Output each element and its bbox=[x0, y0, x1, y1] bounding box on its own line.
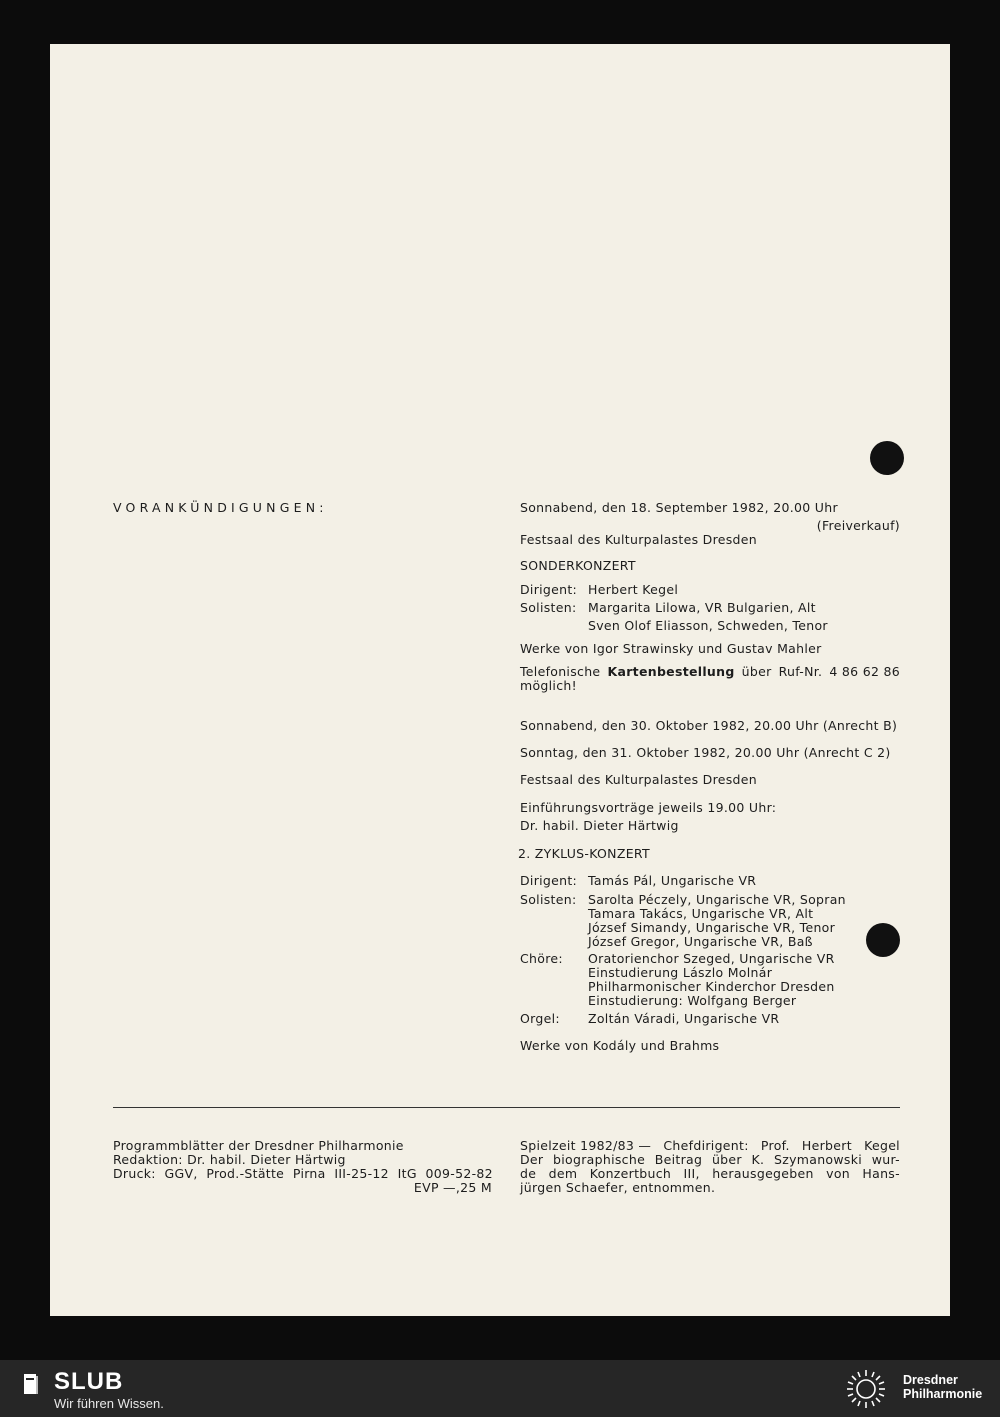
concert2-choir: Oratorienchor Szeged, Ungarische VR bbox=[588, 951, 835, 966]
concert2-soloist: József Gregor, Ungarische VR, Baß bbox=[588, 934, 813, 949]
concert2-title: 2. ZYKLUS-KONZERT bbox=[518, 846, 650, 861]
concert2-works: Werke von Kodály und Brahms bbox=[520, 1038, 720, 1053]
imprint-word: von bbox=[826, 1166, 851, 1181]
imprint-word: Pirna bbox=[292, 1166, 326, 1181]
imprint-word: herausgegeben bbox=[712, 1166, 814, 1181]
imprint-word: Konzertbuch bbox=[589, 1166, 672, 1181]
imprint-word: biographische bbox=[553, 1152, 646, 1167]
imprint-word: über bbox=[711, 1152, 742, 1167]
concert1-phone-line-2: möglich! bbox=[520, 678, 577, 693]
concert2-date-1: Sonnabend, den 30. Oktober 1982, 20.00 Uhr (Anrecht B) bbox=[520, 718, 898, 733]
footer-bar bbox=[0, 1360, 1000, 1417]
philharmonie-name-line-2: Philharmonie bbox=[903, 1387, 983, 1401]
concert1-conductor-label: Dirigent: bbox=[520, 582, 578, 597]
concert2-organ: Zoltán Váradi, Ungarische VR bbox=[588, 1011, 780, 1026]
imprint-word: Spielzeit 1982/83 — bbox=[520, 1138, 652, 1153]
book-icon bbox=[22, 1372, 40, 1396]
concert1-venue: Festsaal des Kulturpalastes Dresden bbox=[520, 532, 757, 547]
concert2-choir: Einstudierung: Wolfgang Berger bbox=[588, 993, 797, 1008]
imprint-right-line-4: jürgen Schaefer, entnommen. bbox=[520, 1180, 716, 1195]
concert2-choir: Einstudierung Lászlo Molnár bbox=[588, 965, 773, 980]
concert2-choirs-label: Chöre: bbox=[520, 951, 563, 966]
imprint-word: Beitrag bbox=[654, 1152, 703, 1167]
concert2-intro-1: Einführungsvorträge jeweils 19.00 Uhr: bbox=[520, 800, 777, 815]
concert2-soloist: Sarolta Péczely, Ungarische VR, Sopran bbox=[588, 892, 846, 907]
philharmonie-logo-icon[interactable] bbox=[842, 1368, 890, 1410]
phone-word: Telefonische bbox=[520, 664, 601, 679]
imprint-word: ItG bbox=[397, 1166, 417, 1181]
concert1-sale-type: (Freiverkauf) bbox=[816, 518, 900, 533]
imprint-word: Druck: bbox=[113, 1166, 156, 1181]
imprint-word: Der bbox=[520, 1152, 544, 1167]
imprint-right-line-1 bbox=[520, 1138, 900, 1153]
program-page bbox=[50, 44, 950, 1316]
imprint-word: Herbert bbox=[801, 1138, 852, 1153]
announcements-heading: VORANKÜNDIGUNGEN: bbox=[113, 500, 328, 515]
imprint-word: GGV, bbox=[164, 1166, 198, 1181]
concert2-intro-2: Dr. habil. Dieter Härtwig bbox=[520, 818, 679, 833]
concert2-choir: Philharmonischer Kinderchor Dresden bbox=[588, 979, 835, 994]
imprint-right-line-2 bbox=[520, 1152, 900, 1167]
punch-hole-top bbox=[870, 441, 904, 475]
phone-number: 4 86 62 86 bbox=[829, 664, 900, 679]
imprint-left-line-3 bbox=[113, 1166, 493, 1181]
footer-divider bbox=[113, 1107, 900, 1108]
slub-logo-text[interactable]: SLUB bbox=[54, 1368, 124, 1395]
imprint-word: Hans- bbox=[862, 1166, 900, 1181]
concert2-date-2: Sonntag, den 31. Oktober 1982, 20.00 Uhr (Anrecht C 2) bbox=[520, 745, 891, 760]
concert2-soloist: Tamara Takács, Ungarische VR, Alt bbox=[588, 906, 814, 921]
concert1-soloist-2: Sven Olof Eliasson, Schweden, Tenor bbox=[588, 618, 828, 633]
imprint-word: Prod.-Stätte bbox=[206, 1166, 285, 1181]
concert2-conductor: Tamás Pál, Ungarische VR bbox=[588, 873, 757, 888]
imprint-word: dem bbox=[548, 1166, 578, 1181]
concert1-works: Werke von Igor Strawinsky und Gustav Mahler bbox=[520, 641, 822, 656]
imprint-word: wur- bbox=[871, 1152, 900, 1167]
punch-hole-bottom bbox=[866, 923, 900, 957]
imprint-word: Kegel bbox=[864, 1138, 900, 1153]
imprint-word: III, bbox=[683, 1166, 700, 1181]
imprint-price: EVP —,25 M bbox=[413, 1180, 492, 1195]
slub-tagline: Wir führen Wissen. bbox=[54, 1396, 164, 1411]
phone-word: über bbox=[741, 664, 772, 679]
imprint-left-line-2: Redaktion: Dr. habil. Dieter Härtwig bbox=[113, 1152, 346, 1167]
imprint-left-line-1: Programmblätter der Dresdner Philharmonie bbox=[113, 1138, 404, 1153]
concert1-soloist-1: Margarita Lilowa, VR Bulgarien, Alt bbox=[588, 600, 816, 615]
concert2-conductor-label: Dirigent: bbox=[520, 873, 578, 888]
imprint-word: de bbox=[520, 1166, 537, 1181]
ticket-order-word: Kartenbestellung bbox=[607, 664, 735, 679]
concert1-phone-line bbox=[520, 664, 900, 679]
concert2-soloist: József Simandy, Ungarische VR, Tenor bbox=[588, 920, 836, 935]
concert2-organ-label: Orgel: bbox=[520, 1011, 560, 1026]
imprint-word: 009-52-82 bbox=[425, 1166, 493, 1181]
imprint-word: Prof. bbox=[760, 1138, 790, 1153]
concert2-soloists-label: Solisten: bbox=[520, 892, 577, 907]
imprint-right-line-3 bbox=[520, 1166, 900, 1181]
imprint-word: III-25-12 bbox=[334, 1166, 389, 1181]
concert1-date: Sonnabend, den 18. September 1982, 20.00 Uhr bbox=[520, 500, 838, 515]
philharmonie-name-line-1: Dresdner bbox=[903, 1373, 958, 1387]
concert1-title: SONDERKONZERT bbox=[520, 558, 636, 573]
phone-word: Ruf-Nr. bbox=[778, 664, 823, 679]
concert2-venue: Festsaal des Kulturpalastes Dresden bbox=[520, 772, 757, 787]
philharmonie-name[interactable] bbox=[903, 1373, 982, 1401]
imprint-word: Szymanowski bbox=[773, 1152, 863, 1167]
imprint-word: K. bbox=[751, 1152, 765, 1167]
concert1-soloists-label: Solisten: bbox=[520, 600, 577, 615]
concert1-conductor: Herbert Kegel bbox=[588, 582, 679, 597]
imprint-word: Chefdirigent: bbox=[663, 1138, 749, 1153]
